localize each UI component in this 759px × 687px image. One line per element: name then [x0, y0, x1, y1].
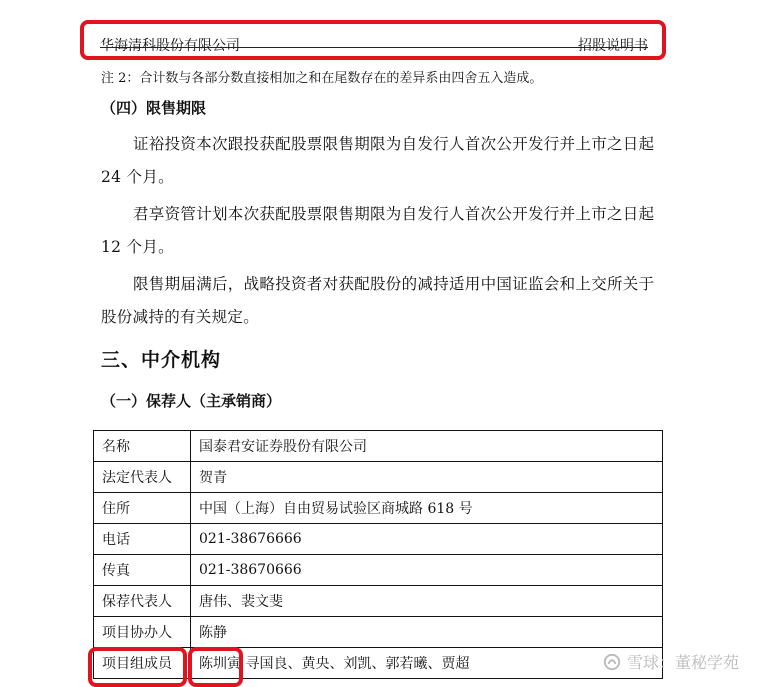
- table-value: 中国（上海）自由贸易试验区商城路 618 号: [191, 493, 663, 524]
- table-row: [94, 493, 663, 524]
- table-label: 项目协办人: [94, 617, 191, 648]
- table-row: [94, 431, 663, 462]
- watermark: [603, 650, 739, 673]
- table-value: 陈圳寅 寻国良、黄央、刘凯、郭若曦、贾超: [191, 648, 663, 679]
- header-rule: [100, 47, 648, 48]
- company-name: 华海清科股份有限公司: [100, 38, 240, 54]
- header-highlight-box: [80, 20, 666, 60]
- highlight-box-label: [88, 647, 187, 687]
- paragraph: 限售期届满后，战略投资者对获配股份的减持适用中国证监会和上交所关于股份减持的有关规定。: [101, 275, 655, 326]
- table-row: [94, 462, 663, 493]
- table-label: 保荐代表人: [94, 586, 191, 617]
- table-label: 住所: [94, 493, 191, 524]
- sponsor-info-table: [93, 430, 663, 679]
- table-value: 陈静: [191, 617, 663, 648]
- snowball-logo-icon: [603, 653, 621, 671]
- table-label: 电话: [94, 524, 191, 555]
- table-row: [94, 524, 663, 555]
- subsection-heading-sponsor: （一）保荐人（主承销商）: [101, 392, 282, 410]
- footnote: 注 2：合计数与各部分数直接相加之和在尾数存在的差异系由四舍五入造成。: [101, 71, 543, 86]
- table-label: 法定代表人: [94, 462, 191, 493]
- table-row: [94, 586, 663, 617]
- watermark-text: 雪球：董秘学苑: [626, 653, 739, 672]
- table-label: 传真: [94, 555, 191, 586]
- table-row: [94, 617, 663, 648]
- highlight-box-name: [188, 647, 243, 687]
- table-value: 021-38670666: [191, 555, 663, 586]
- table-value: 贺青: [191, 462, 663, 493]
- table-value: 021-38676666: [191, 524, 663, 555]
- table-label: 项目组成员: [94, 648, 191, 679]
- paragraph: 证裕投资本次跟投获配股票限售期限为自发行人首次公开发行并上市之日起 24 个月。: [101, 135, 655, 186]
- table-row: [94, 555, 663, 586]
- table-value: 唐伟、裴文斐: [191, 586, 663, 617]
- paragraph: 君享资管计划本次获配股票限售期限为自发行人首次公开发行并上市之日起 12 个月。: [101, 205, 655, 256]
- section-heading-lockup-period: （四）限售期限: [101, 99, 207, 117]
- table-value: 国泰君安证券股份有限公司: [191, 431, 663, 462]
- table-label: 名称: [94, 431, 191, 462]
- section-heading-intermediaries: 三、中介机构: [101, 349, 222, 371]
- document-type: 招股说明书: [578, 38, 648, 54]
